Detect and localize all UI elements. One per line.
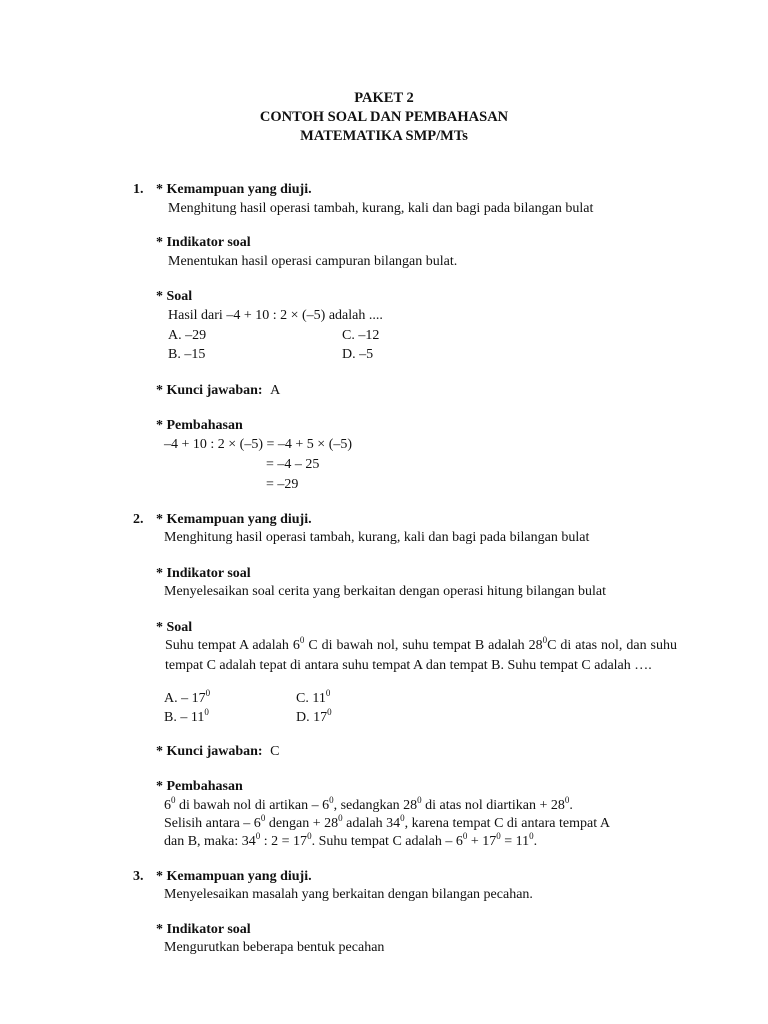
degree-sup: 0 xyxy=(260,813,266,823)
degree-sup: 0 xyxy=(171,795,176,805)
document-title-line2: CONTOH SOAL DAN PEMBAHASAN xyxy=(259,109,509,125)
q1-pembahasan-step1: –4 + 10 : 2 × (–5) = –4 + 5 × (–5) xyxy=(164,437,353,452)
q1-option-c: C. –12 xyxy=(342,328,380,343)
q1-soal-label: * Soal xyxy=(156,289,193,304)
degree-sup: 0 xyxy=(299,635,305,645)
q3-kemampuan-text: Menyelesaikan masalah yang berkaitan dengan bilangan pecahan. xyxy=(164,887,533,902)
q2-pembahasan-line2: Selisih antara – $6^0$ dengan + $28^0$ adalah $34^0$, karena tempat C di antara tempat A xyxy=(164,813,610,831)
degree-sup: 0 xyxy=(400,813,405,823)
q1-indikator-text: Menentukan hasil operasi campuran bilangan bulat. xyxy=(168,254,458,269)
q2-indikator-label: * Indikator soal xyxy=(156,566,251,581)
q2-soal-part3: C di atas nol, dan suhu tempat C adalah tepat di antara suhu tempat A dan tempat B. Suhu tempat C adalah …. xyxy=(165,638,678,673)
q2-soal-label: * Soal xyxy=(156,620,193,635)
q2-pembahasan-line3: dan B, maka: $34^0$ : $2 = 17^0$. Suhu tempat C adalah – $6^0 + 17^0 = 11^0$. xyxy=(164,831,538,849)
q2-kemampuan-text: Menghitung hasil operasi tambah, kurang, kali dan bagi pada bilangan bulat xyxy=(164,530,590,545)
q2-soal-part1: Suhu tempat A adalah 6 xyxy=(165,638,300,653)
q2-indikator-text: Menyelesaikan soal cerita yang berkaitan dengan operasi hitung bilangan bulat xyxy=(164,584,607,599)
q1-pembahasan-step2: = –4 – 25 xyxy=(266,457,320,472)
degree-sup: 0 xyxy=(204,707,209,717)
q2-option-d: D. $17^0$ xyxy=(296,707,332,725)
question-2-number: 2. xyxy=(133,512,144,527)
q1-kunci-value: A xyxy=(270,383,281,398)
q3-indikator-label: * Indikator soal xyxy=(156,922,251,937)
q3-indikator-text: Mengurutkan beberapa bentuk pecahan xyxy=(164,940,385,955)
q1-option-d: D. –5 xyxy=(342,347,374,362)
degree-sup: 0 xyxy=(496,831,501,841)
q2-kunci-value: C xyxy=(270,744,280,759)
degree-sup: 0 xyxy=(564,795,570,805)
degree-sup: 0 xyxy=(338,813,343,823)
q1-option-b: B. –15 xyxy=(168,347,206,362)
q3-kemampuan-label: * Kemampuan yang diuji. xyxy=(156,869,312,884)
document-title-line3: MATEMATIKA SMP/MTs xyxy=(300,128,468,144)
degree-sup: 0 xyxy=(417,795,422,805)
q2-option-a: A. – $17^0$ xyxy=(164,688,211,706)
q1-pembahasan-label: * Pembahasan xyxy=(156,418,243,433)
degree-sup: 0 xyxy=(255,831,261,841)
degree-sup: 0 xyxy=(542,635,548,645)
degree-sup: 0 xyxy=(529,831,534,841)
question-1-number: 1. xyxy=(133,182,144,197)
q2-pembahasan-label: * Pembahasan xyxy=(156,779,243,794)
q2-soal-paragraph xyxy=(165,636,677,675)
document-title-line1: PAKET 2 xyxy=(354,90,414,106)
q2-option-c: C. $11^0$ xyxy=(296,688,331,706)
q1-kemampuan-label: * Kemampuan yang diuji. xyxy=(156,182,312,197)
q2-option-b: B. – $11^0$ xyxy=(164,707,209,725)
question-3-number: 3. xyxy=(133,869,144,884)
q2-kunci-jawaban xyxy=(156,743,279,761)
degree-sup: 0 xyxy=(462,831,468,841)
q2-pembahasan-line1: $6^0$ di bawah nol di artikan – $6^0$, sedangkan $28^0$ di atas nol diartikan + $28^0$. xyxy=(164,795,573,813)
q2-kemampuan-label: * Kemampuan yang diuji. xyxy=(156,512,312,527)
q1-kemampuan-text: Menghitung hasil operasi tambah, kurang, kali dan bagi pada bilangan bulat xyxy=(168,201,594,216)
q1-soal-text: Hasil dari –4 + 10 : 2 × (–5) adalah .... xyxy=(168,308,383,323)
q2-kunci-label: * Kunci jawaban: xyxy=(156,744,263,759)
degree-sup: 0 xyxy=(325,688,331,698)
q1-kunci-label: * Kunci jawaban: xyxy=(156,383,263,398)
degree-sup: 0 xyxy=(329,795,334,805)
degree-sup: 0 xyxy=(307,831,312,841)
q1-pembahasan-step3: = –29 xyxy=(266,477,299,492)
degree-sup: 0 xyxy=(327,707,332,717)
q2-soal-part2: C di bawah nol, suhu tempat B adalah 28 xyxy=(304,638,543,653)
q1-indikator-label: * Indikator soal xyxy=(156,235,251,250)
q1-option-a: A. –29 xyxy=(168,328,207,343)
degree-sup: 0 xyxy=(205,688,211,698)
q1-kunci-jawaban xyxy=(156,382,280,400)
